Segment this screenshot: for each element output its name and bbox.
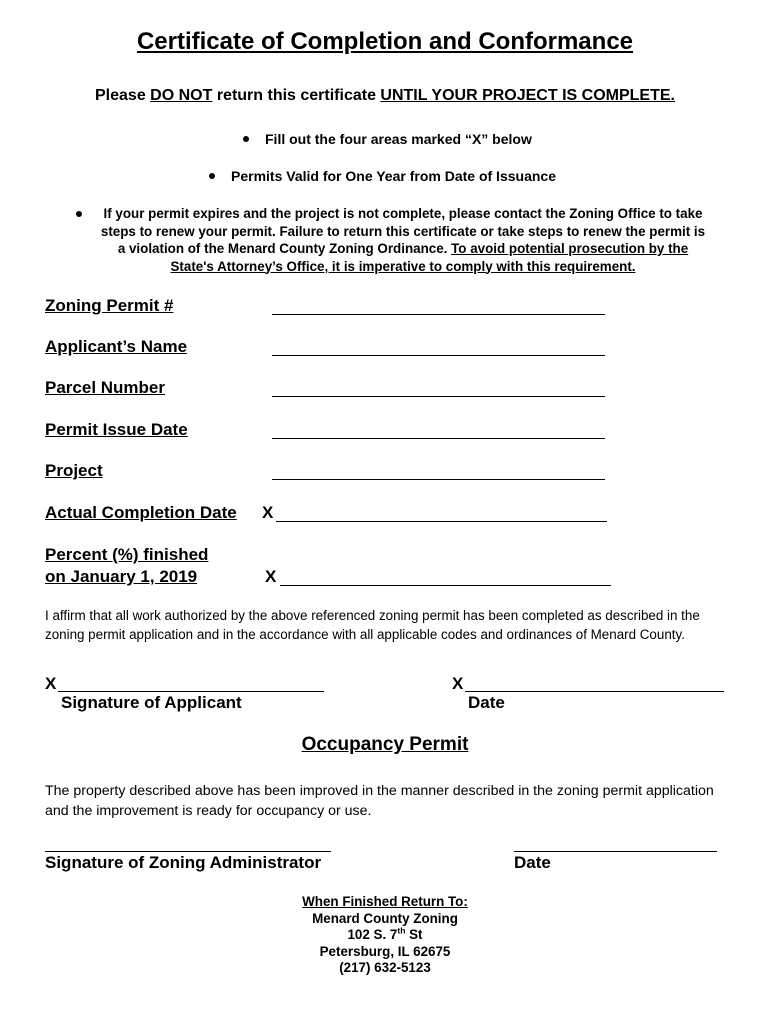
admin-date-label: Date xyxy=(514,853,551,872)
bullet-expire-line-3-plain: a violation of the Menard County Zoning Ordinance. xyxy=(117,241,452,256)
bullet-valid xyxy=(209,168,556,184)
percent-finished-line[interactable] xyxy=(280,585,611,586)
percent-finished-label-line-1: Percent (%) finished xyxy=(45,545,209,564)
return-street xyxy=(0,927,770,944)
applicant-date-x-mark: X xyxy=(452,674,464,693)
return-heading: When Finished Return To: xyxy=(302,894,468,909)
return-address-block xyxy=(0,894,770,977)
return-street-number: 102 S. 7 xyxy=(347,927,398,942)
applicant-signature-line[interactable] xyxy=(58,691,324,692)
applicant-name-line[interactable] xyxy=(272,355,605,356)
permit-issue-date-line[interactable] xyxy=(272,438,605,439)
applicant-signature-x-mark: X xyxy=(45,674,57,693)
instruction-middle: return this certificate xyxy=(212,87,381,104)
occupancy-permit-text: The property described above has been improved in the manner described in the zoning permit application and the improvement is ready for occupancy or use. xyxy=(45,783,714,819)
bullet-valid-text: Permits Valid for One Year from Date of Issuance xyxy=(231,168,556,184)
return-office: Menard County Zoning xyxy=(312,910,458,926)
instruction-do-not: DO NOT xyxy=(150,87,213,104)
actual-completion-date-label: Actual Completion Date xyxy=(45,503,237,522)
bullet-expire-line-4: State's Attorney’s Office, it is imperative to comply with this requirement. xyxy=(170,258,636,274)
affirmation-text: I affirm that all work authorized by the above referenced zoning permit has been completed as described in the zoning permit application and in the accordance with all applicable codes and ordinances of Menard County. xyxy=(45,608,700,642)
bullet-dot-icon xyxy=(209,173,215,179)
zoning-permit-line[interactable] xyxy=(272,314,605,315)
bullet-expire xyxy=(78,205,728,275)
completion-x-mark: X xyxy=(262,503,274,522)
return-street-suffix: St xyxy=(405,927,423,942)
bullet-expire-line-2: steps to renew your permit. Failure to return this certificate or take steps to renew the permit is xyxy=(100,223,706,239)
parcel-number-line[interactable] xyxy=(272,396,605,397)
zoning-permit-label: Zoning Permit # xyxy=(45,296,174,315)
bullet-fill-out xyxy=(243,131,532,147)
admin-signature-line[interactable] xyxy=(45,851,331,852)
return-phone: (217) 632-5123 xyxy=(339,960,431,975)
applicant-name-label: Applicant’s Name xyxy=(45,337,188,356)
instruction-until-complete: UNTIL YOUR PROJECT IS COMPLETE. xyxy=(380,87,675,104)
applicant-signature-label: Signature of Applicant xyxy=(61,693,242,712)
bullet-expire-line-3-underlined: To avoid potential prosecution by the xyxy=(451,241,689,256)
bullet-expire-line-3 xyxy=(78,240,728,258)
admin-date-line[interactable] xyxy=(514,851,717,852)
actual-completion-date-line[interactable] xyxy=(276,521,607,522)
parcel-number-label: Parcel Number xyxy=(45,378,165,397)
applicant-date-label: Date xyxy=(468,693,505,712)
percent-finished-label-line-2: on January 1, 2019 xyxy=(45,567,198,586)
document-title: Certificate of Completion and Conformance xyxy=(136,28,634,55)
bullet-dot-icon xyxy=(243,136,249,142)
project-line[interactable] xyxy=(272,479,605,480)
return-city: Petersburg, IL 62675 xyxy=(319,943,451,959)
project-label: Project xyxy=(45,461,103,480)
instruction-line xyxy=(0,87,770,105)
bullet-expire-line-1: If your permit expires and the project is not complete, please contact the Zoning Office to take xyxy=(103,206,703,221)
return-street-sup: th xyxy=(397,925,406,936)
permit-issue-date-label: Permit Issue Date xyxy=(45,420,188,439)
instruction-prefix: Please xyxy=(95,87,151,104)
applicant-date-line[interactable] xyxy=(465,691,724,692)
occupancy-permit-title: Occupancy Permit xyxy=(301,734,469,755)
bullet-dot-icon xyxy=(76,211,82,217)
percent-x-mark: X xyxy=(265,567,277,586)
bullet-fill-out-text: Fill out the four areas marked “X” below xyxy=(265,131,532,147)
admin-signature-label: Signature of Zoning Administrator xyxy=(45,853,322,872)
